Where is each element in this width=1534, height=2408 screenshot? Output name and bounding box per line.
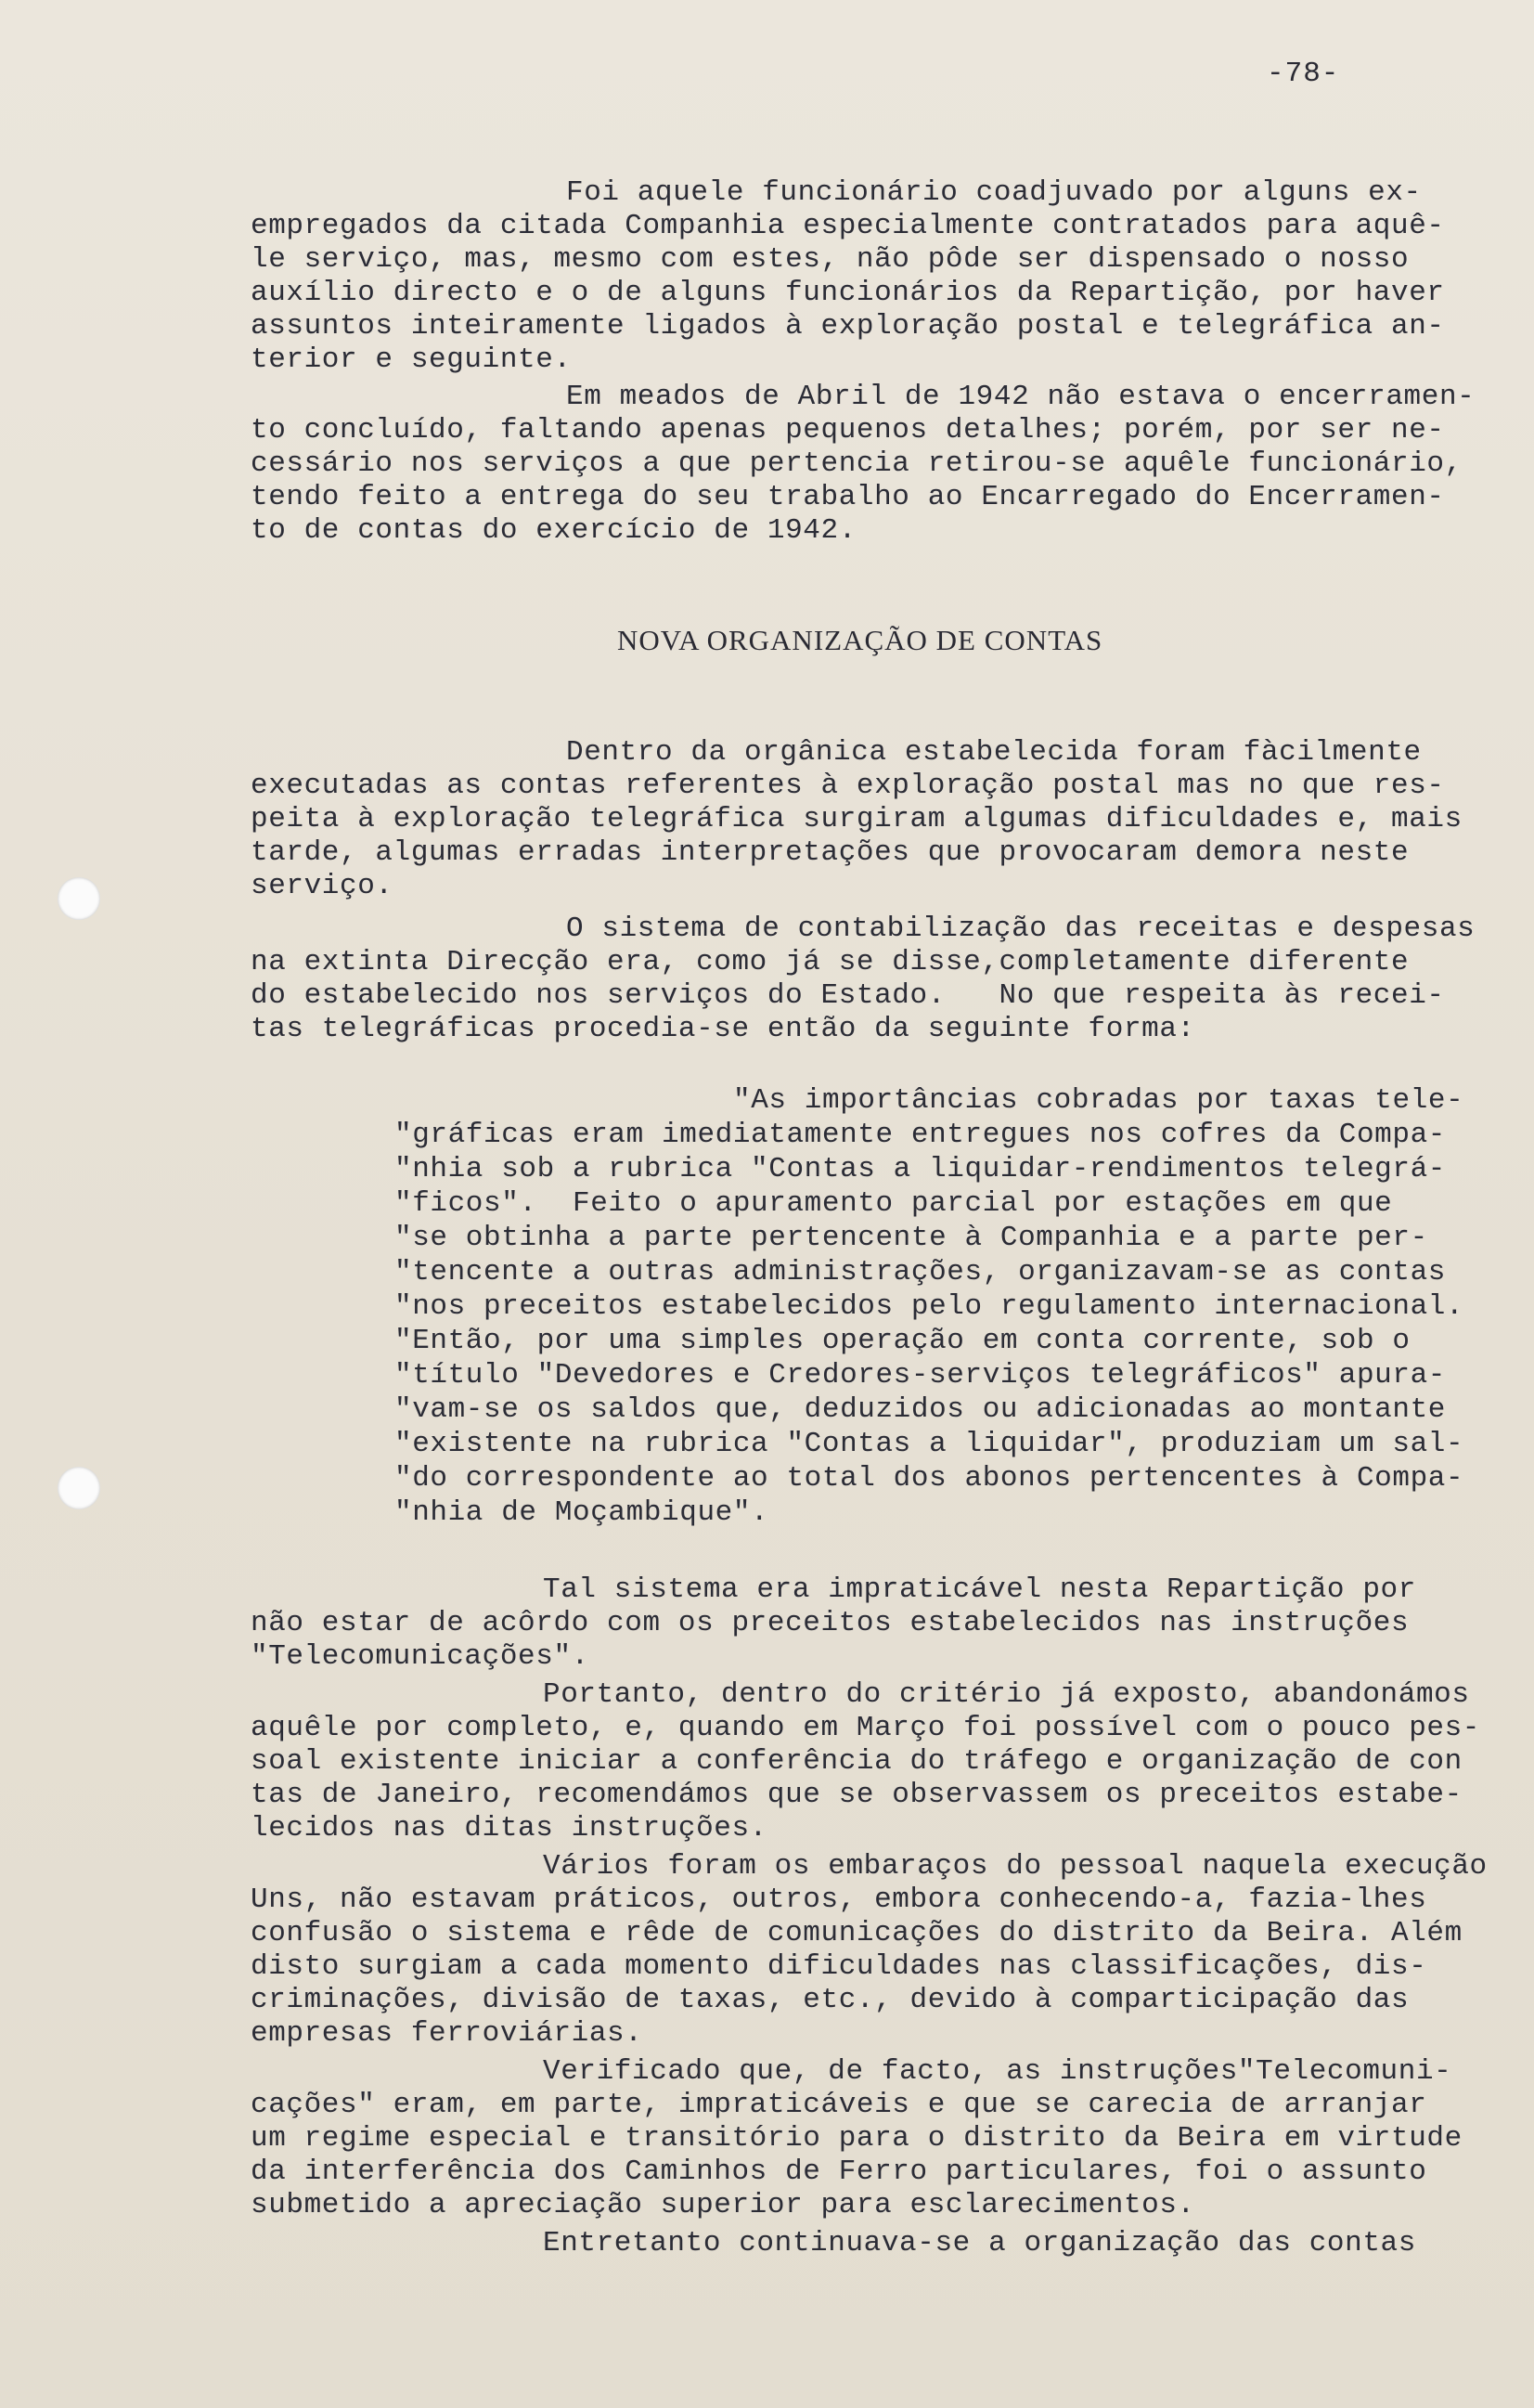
text-line: Em meados de Abril de 1942 não estava o encerramen- — [566, 381, 1476, 413]
text-line: empregados da citada Companhia especialmente contratados para aquê- — [251, 210, 1445, 242]
quote-line: "nos preceitos estabelecidos pelo regulamento internacional. — [394, 1290, 1464, 1323]
text-line: Foi aquele funcionário coadjuvado por alguns ex- — [566, 176, 1422, 209]
text-line: tendo feito a entrega do seu trabalho ao Encarregado do Encerramen- — [251, 481, 1445, 513]
text-line: criminações, divisão de taxas, etc., devido à comparticipação das — [251, 1984, 1410, 2016]
quote-line: "ficos". Feito o apuramento parcial por estações em que — [394, 1187, 1393, 1220]
text-line: lecidos nas ditas instruções. — [251, 1812, 767, 1845]
text-line: peita à exploração telegráfica surgiram algumas dificuldades e, mais — [251, 803, 1463, 835]
text-line: Verificado que, de facto, as instruções"Telecomuni- — [543, 2055, 1452, 2088]
text-line: Tal sistema era impraticável nesta Repartição por — [543, 1573, 1416, 1606]
page-number: -78- — [1267, 58, 1340, 90]
text-line: Uns, não estavam práticos, outros, embora conhecendo-a, fazia-lhes — [251, 1884, 1427, 1916]
text-line: não estar de acôrdo com os preceitos estabelecidos nas instruções — [251, 1607, 1410, 1639]
quote-line: "gráficas eram imediatamente entregues nos cofres da Compa- — [394, 1119, 1446, 1151]
quote-line: "título "Devedores e Credores-serviços telegráficos" apura- — [394, 1359, 1446, 1392]
text-line: le serviço, mas, mesmo com estes, não pôde ser dispensado o nosso — [251, 243, 1410, 276]
quote-line: "tencente a outras administrações, organizavam-se as contas — [394, 1256, 1446, 1288]
text-line: disto surgiam a cada momento dificuldades nas classificações, dis- — [251, 1950, 1427, 1983]
text-line: da interferência dos Caminhos de Ferro particulares, foi o assunto — [251, 2156, 1427, 2188]
text-line: auxílio directo e o de alguns funcionários da Repartição, por haver — [251, 277, 1445, 309]
text-line: na extinta Direcção era, como já se disse,completamente diferente — [251, 946, 1410, 978]
quote-line: "do correspondente ao total dos abonos pertencentes à Compa- — [394, 1462, 1464, 1495]
section-heading: NOVA ORGANIZAÇÃO DE CONTAS — [617, 624, 1103, 656]
text-line: O sistema de contabilização das receitas e despesas — [566, 913, 1476, 945]
text-line: cessário nos serviços a que pertencia retirou-se aquêle funcionário, — [251, 447, 1463, 480]
text-line: Vários foram os embaraços do pessoal naquela execução — [543, 1850, 1488, 1883]
quote-line: "existente na rubrica "Contas a liquidar", produziam um sal- — [394, 1428, 1464, 1460]
text-line: to de contas do exercício de 1942. — [251, 514, 857, 547]
quote-line: "vam-se os saldos que, deduzidos ou adicionadas ao montante — [394, 1393, 1446, 1426]
punch-hole — [58, 877, 100, 920]
text-line: um regime especial e transitório para o distrito da Beira em virtude — [251, 2122, 1463, 2155]
text-line: terior e seguinte. — [251, 343, 572, 376]
text-line: Dentro da orgânica estabelecida foram fàcilmente — [566, 736, 1422, 769]
text-line: executadas as contas referentes à exploração postal mas no que res- — [251, 770, 1445, 802]
text-line: cações" eram, em parte, impraticáveis e que se carecia de arranjar — [251, 2089, 1427, 2121]
text-line: tarde, algumas erradas interpretações que provocaram demora neste — [251, 836, 1410, 869]
text-line: tas telegráficas procedia-se então da seguinte forma: — [251, 1013, 1195, 1045]
text-line: do estabelecido nos serviços do Estado. No que respeita às recei- — [251, 979, 1445, 1012]
text-line: aquêle por completo, e, quando em Março foi possível com o pouco pes- — [251, 1712, 1481, 1744]
text-line: "Telecomunicações". — [251, 1640, 589, 1673]
text-line: soal existente iniciar a conferência do tráfego e organização de con — [251, 1745, 1463, 1778]
quote-line: "Então, por uma simples operação em conta corrente, sob o — [394, 1325, 1411, 1357]
text-line: empresas ferroviárias. — [251, 2017, 643, 2050]
text-line: to concluído, faltando apenas pequenos detalhes; porém, por ser ne- — [251, 414, 1445, 447]
text-line: serviço. — [251, 870, 393, 902]
quote-line: "As importâncias cobradas por taxas tele- — [733, 1084, 1464, 1117]
quote-line: "nhia sob a rubrica "Contas a liquidar-rendimentos telegrá- — [394, 1153, 1446, 1185]
punch-hole — [58, 1467, 100, 1509]
text-line: assuntos inteiramente ligados à exploração postal e telegráfica an- — [251, 310, 1445, 343]
quote-line: "se obtinha a parte pertencente à Companhia e a parte per- — [394, 1222, 1428, 1254]
text-line: submetido a apreciação superior para esclarecimentos. — [251, 2189, 1195, 2221]
text-line: Portanto, dentro do critério já exposto, abandonámos — [543, 1678, 1470, 1711]
text-line: tas de Janeiro, recomendámos que se observassem os preceitos estabe- — [251, 1779, 1463, 1811]
quote-line: "nhia de Moçambique". — [394, 1496, 769, 1529]
text-line: confusão o sistema e rêde de comunicações do distrito da Beira. Além — [251, 1917, 1463, 1949]
text-line: Entretanto continuava-se a organização das contas — [543, 2227, 1416, 2259]
